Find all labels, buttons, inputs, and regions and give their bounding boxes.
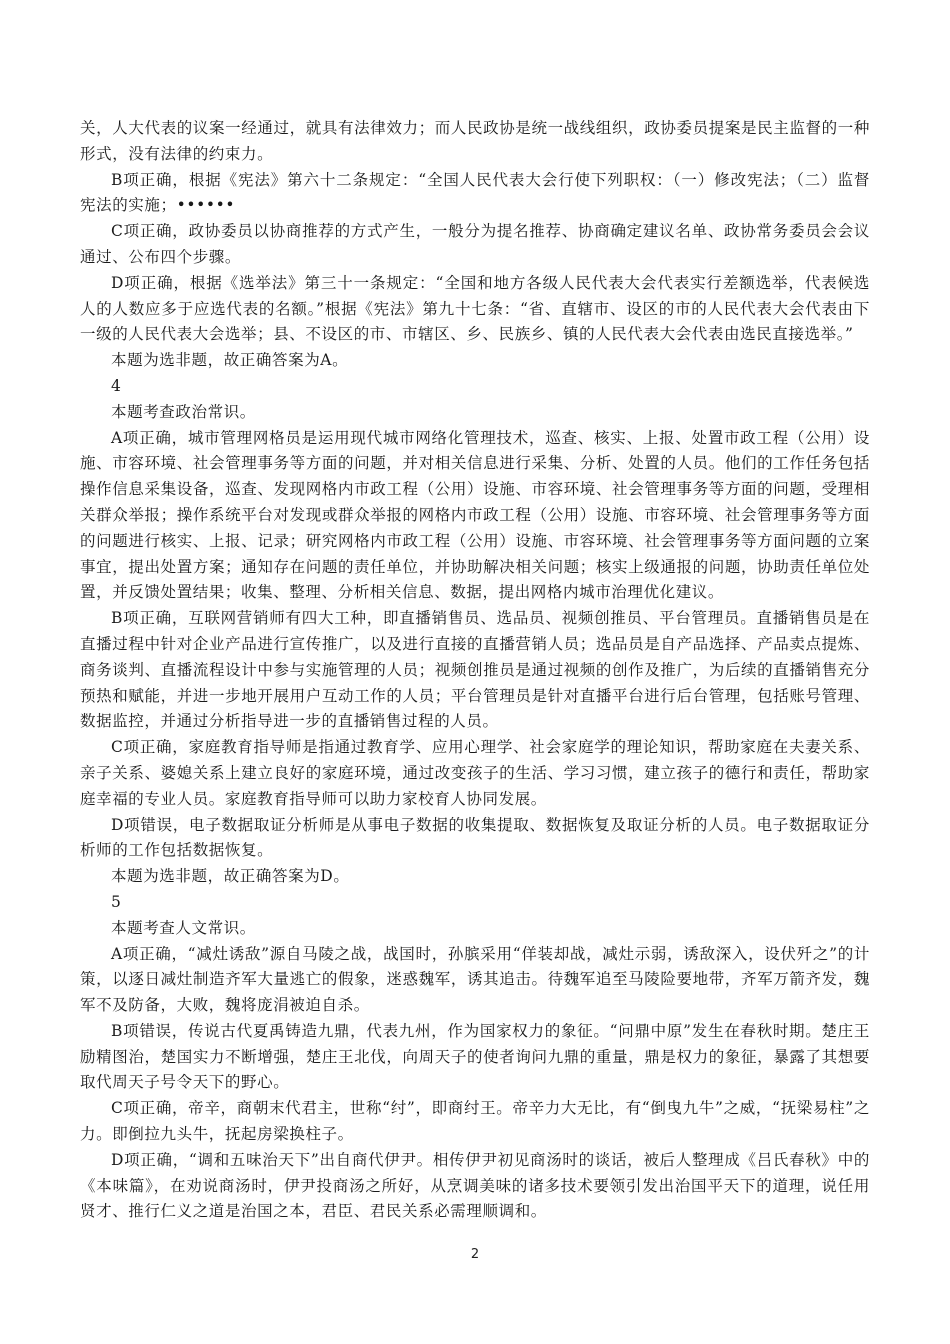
answer-line: 本题为选非题，故正确答案为A。 — [111, 351, 349, 370]
answer-line: 本题为选非题，故正确答案为D。 — [111, 867, 350, 886]
topic-line: 本题考查人文常识。 — [111, 918, 256, 937]
topic-line: 本题考查政治常识。 — [111, 402, 256, 421]
paragraph: D项错误，电子数据取证分析师是从事电子数据的收集提取、数据恢复及取证分析的人员。电子数据取证分析师的工作包括数据恢复。 — [80, 815, 870, 860]
paragraph: B项错误，传说古代夏禹铸造九鼎，代表九州，作为国家权力的象征。“问鼎中原”发生在春秋时期。楚庄王励精图治，楚国实力不断增强，楚庄王北伐，向周天子的使者询问九鼎的重量，鼎是权力的象征，暴露了其想要取代周天子号令天下的野心。 — [80, 1021, 870, 1092]
paragraph: D项正确，“调和五味治天下”出自商代伊尹。相传伊尹初见商汤时的谈话，被后人整理成《吕氏春秋》中的《本味篇》，在劝说商汤时，伊尹投商汤之所好，从烹调美味的诸多技术要领引发出治国平天下的道理，说任用贤才、推行仁义之道是治国之本，君臣、君民关系必需理顺调和。 — [80, 1150, 870, 1221]
page-number: 2 — [470, 1247, 480, 1262]
question-number: 4 — [111, 376, 122, 395]
paragraph: A项正确，“减灶诱敌”源自马陵之战，战国时，孙膑采用“佯装却战，减灶示弱，诱敌深入，设伏歼之”的计策，以逐日减灶制造齐军大量逃亡的假象，迷惑魏军，诱其追击。待魏军追至马陵险要地带，齐军万箭齐发，魏军不及防备，大败，魏将庞涓被迫自杀。 — [80, 944, 870, 1015]
paragraph: A项正确，城市管理网格员是运用现代城市网络化管理技术，巡查、核实、上报、处置市政工程（公用）设施、市容环境、社会管理事务等方面的问题，并对相关信息进行采集、分析、处置的人员。他们的工作任务包括操作信息采集设备，巡查、发现网格内市政工程（公用）设施、市容环境、社会管理事务等方面的问题，受理相关群众举报；操作系统平台对发现或群众举报的网格内市政工程（公用）设施、市容环境、社会管理事务等方面的问题进行核实、上报、记录；研究网格内市政工程（公用）设施、市容环境、社会管理事务等方面问题的立案事宜，提出处置方案；通知存在问题的责任单位，并协助解决相关问题；核实上级通报的问题，协助责任单位处置，并反馈处置结果；收集、整理、分析相关信息、数据，提出网格内城市治理优化建议。 — [80, 428, 870, 602]
paragraph: B项正确，互联网营销师有四大工种，即直播销售员、选品员、视频创推员、平台管理员。直播销售员是在直播过程中针对企业产品进行宣传推广，以及进行直接的直播营销人员；选品员是自产品选择、产品卖点提炼、商务谈判、直播流程设计中参与实施管理的人员；视频创推员是通过视频的创作及推广，为后续的直播销售充分预热和赋能，并进一步地开展用户互动工作的人员；平台管理员是针对直播平台进行后台管理，包括账号管理、数据监控，并通过分析指导进一步的直播销售过程的人员。 — [80, 609, 870, 731]
paragraph: 关，人大代表的议案一经通过，就具有法律效力；而人民政协是统一战线组织，政协委员提案是民主监督的一种形式，没有法律的约束力。 — [80, 119, 870, 163]
paragraph: C项正确，帝辛，商朝末代君主，世称“纣”，即商纣王。帝辛力大无比，有“倒曳九牛”之威，“抚梁易柱”之力。即倒拉九头牛，抚起房梁换柱子。 — [80, 1099, 870, 1144]
paragraph: C项正确，家庭教育指导师是指通过教育学、应用心理学、社会家庭学的理论知识，帮助家庭在夫妻关系、亲子关系、婆媳关系上建立良好的家庭环境，通过改变孩子的生活、学习习惯，建立孩子的德行和责任，帮助家庭幸福的专业人员。家庭教育指导师可以助力家校育人协同发展。 — [80, 738, 870, 808]
paragraph: D项正确，根据《选举法》第三十一条规定：“全国和地方各级人民代表大会代表实行差额选举，代表候选人的人数应多于应选代表的名额。”根据《宪法》第九十七条：“省、直辖市、设区的市的人民代表大会代表由下一级的人民代表大会选举；县、不设区的市、市辖区、乡、民族乡、镇的人民代表大会代表由选民直接选举。” — [80, 273, 870, 344]
paragraph: B项正确，根据《宪法》第六十二条规定：“全国人民代表大会行使下列职权：（一）修改宪法；（二）监督宪法的实施；•••••• — [80, 170, 870, 215]
document-body — [80, 116, 870, 1225]
paragraph: C项正确，政协委员以协商推荐的方式产生，一般分为提名推荐、协商确定建议名单、政协常务委员会会议通过、公布四个步骤。 — [80, 222, 870, 266]
question-number: 5 — [111, 892, 122, 911]
